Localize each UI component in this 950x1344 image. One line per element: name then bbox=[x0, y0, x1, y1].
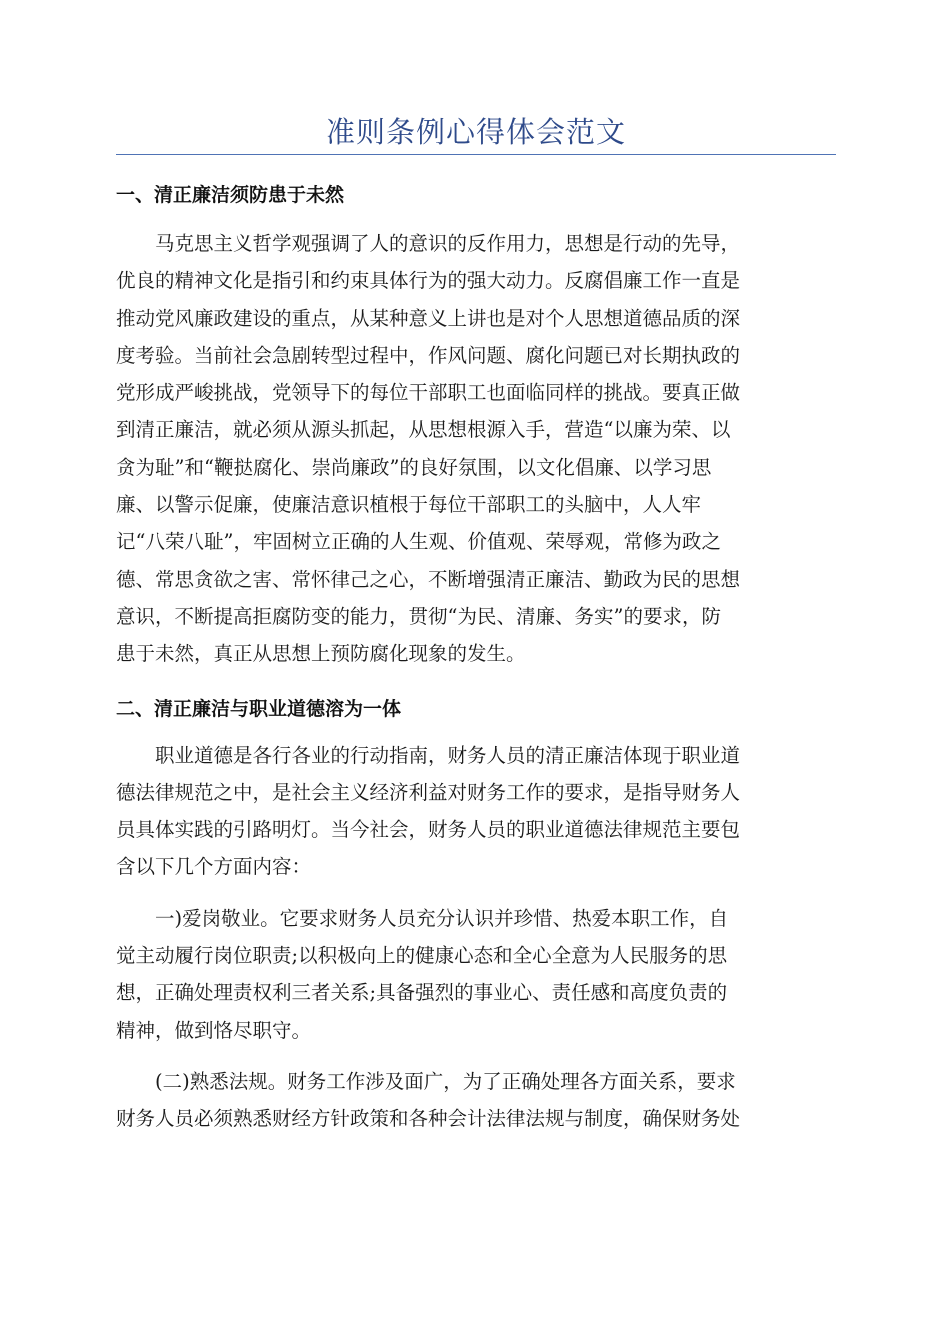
paragraph-line: 到清正廉洁，就必须从源头抓起，从思想根源入手，营造“以廉为荣、以 bbox=[116, 418, 731, 442]
paragraph-line: 党形成严峻挑战，党领导下的每位干部职工也面临同样的挑战。要真正做 bbox=[116, 381, 741, 405]
paragraph-line: 度考验。当前社会急剧转型过程中，作风问题、腐化问题已对长期执政的 bbox=[116, 343, 741, 367]
paragraph-line: 精神，做到恪尽职守。 bbox=[116, 1018, 312, 1042]
paragraph-line: (二)熟悉法规。财务工作涉及面广，为了正确处理各方面关系，要求 bbox=[155, 1069, 736, 1093]
paragraph-4 bbox=[116, 1063, 836, 1138]
paragraph-line: 贪为耻”和“鞭挞腐化、崇尚廉政”的良好氛围，以文化倡廉、以学习思 bbox=[116, 455, 712, 479]
paragraph-line: 财务人员必须熟悉财经方针政策和各种会计法律法规与制度，确保财务处 bbox=[116, 1107, 741, 1131]
paragraph-3 bbox=[116, 900, 836, 1049]
paragraph-line: 含以下几个方面内容： bbox=[116, 855, 312, 879]
document-page bbox=[116, 0, 836, 1138]
paragraph-line: 优良的精神文化是指引和约束具体行为的强大动力。反腐倡廉工作一直是 bbox=[116, 269, 741, 293]
paragraph-line: 想，正确处理责权利三者关系;具备强烈的事业心、责任感和高度负责的 bbox=[116, 981, 728, 1005]
section-heading-1: 一、清正廉洁须防患于未然 bbox=[116, 184, 345, 206]
paragraph-line: 记“八荣八耻”，牢固树立正确的人生观、价值观、荣辱观，常修为政之 bbox=[116, 530, 721, 554]
paragraph-line: 一)爱岗敬业。它要求财务人员充分认识并珍惜、热爱本职工作，自 bbox=[155, 906, 729, 930]
paragraph-line: 德、常思贪欲之害、常怀律己之心，不断增强清正廉洁、勤政为民的思想 bbox=[116, 567, 741, 591]
paragraph-line: 患于未然，真正从思想上预防腐化现象的发生。 bbox=[116, 642, 526, 666]
paragraph-line: 觉主动履行岗位职责;以积极向上的健康心态和全心全意为人民服务的思 bbox=[116, 944, 728, 968]
paragraph-line: 廉、以警示促廉，使廉洁意识植根于每位干部职工的头脑中，人人牢 bbox=[116, 493, 702, 517]
paragraph-line: 推动党风廉政建设的重点，从某种意义上讲也是对个人思想道德品质的深 bbox=[116, 306, 741, 330]
paragraph-line: 员具体实践的引路明灯。当今社会，财务人员的职业道德法律规范主要包 bbox=[116, 818, 741, 842]
document-title: 准则条例心得体会范文 bbox=[325, 115, 626, 149]
section-heading-2: 二、清正廉洁与职业道德溶为一体 bbox=[116, 697, 402, 720]
paragraph-2 bbox=[116, 737, 836, 886]
paragraph-line: 职业道德是各行各业的行动指南，财务人员的清正廉洁体现于职业道 bbox=[155, 743, 741, 767]
paragraph-line: 马克思主义哲学观强调了人的意识的反作用力，思想是行动的先导， bbox=[155, 232, 741, 255]
paragraph-line: 意识，不断提高拒腐防变的能力，贯彻“为民、清廉、务实”的要求，防 bbox=[116, 604, 721, 628]
title-underline bbox=[116, 154, 836, 155]
paragraph-line: 德法律规范之中，是社会主义经济利益对财务工作的要求，是指导财务人 bbox=[116, 780, 741, 804]
paragraph-1 bbox=[116, 225, 836, 673]
